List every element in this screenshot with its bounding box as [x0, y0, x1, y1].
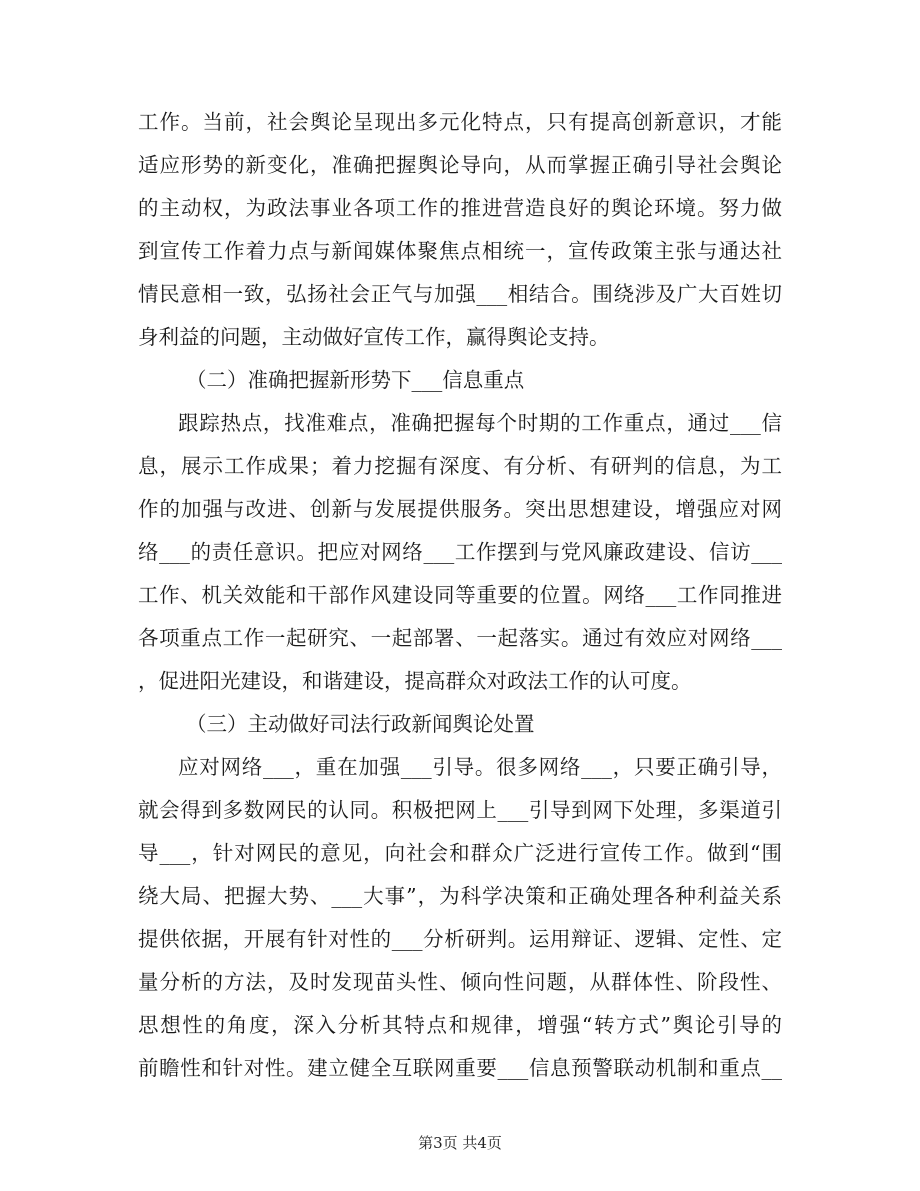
section-heading: （二）准确把握新形势下___信息重点 [186, 368, 525, 392]
page-number-footer: 第3页 共4页 [418, 1134, 502, 1152]
paragraph-line: 导___，针对网民的意见，向社会和群众广泛进行宣传工作。做到“围 [138, 841, 782, 865]
paragraph-line: 情民意相一致，弘扬社会正气与加强___相结合。围绕涉及广大百姓切 [138, 282, 782, 306]
paragraph-line: 跟踪热点，找准难点，准确把握每个时期的工作重点，通过___信 [178, 411, 782, 435]
paragraph-line: 络___的责任意识。把应对网络___工作摆到与党风廉政建设、信访___ [138, 540, 782, 564]
document-body [138, 101, 782, 1090]
paragraph-line: 息，展示工作成果；着力挖掘有深度、有分析、有研判的信息，为工 [138, 454, 782, 478]
paragraph-line: 绕大局、把握大势、___大事”，为科学决策和正确处理各种利益关系 [138, 884, 782, 908]
paragraph-line: 量分析的方法，及时发现苗头性、倾向性问题，从群体性、阶段性、 [138, 970, 782, 994]
paragraph-line: ，促进阳光建设，和谐建设，提高群众对政法工作的认可度。 [138, 669, 692, 693]
paragraph-line: 就会得到多数网民的认同。积极把网上___引导到网下处理，多渠道引 [138, 798, 782, 822]
paragraph-line: 提供依据，开展有针对性的___分析研判。运用辩证、逻辑、定性、定 [138, 927, 782, 951]
paragraph-line: 身利益的问题，主动做好宣传工作，赢得舆论支持。 [138, 325, 610, 349]
paragraph-line: 到宣传工作着力点与新闻媒体聚焦点相统一，宣传政策主张与通达社 [138, 239, 782, 263]
paragraph-line: 思想性的角度，深入分析其特点和规律，增强“转方式”舆论引导的 [138, 1013, 782, 1037]
paragraph-line: 的主动权，为政法事业各项工作的推进营造良好的舆论环境。努力做 [138, 196, 782, 220]
paragraph-line: 作的加强与改进、创新与发展提供服务。突出思想建设，增强应对网 [138, 497, 782, 521]
paragraph-line: 工作、机关效能和干部作风建设同等重要的位置。网络___工作同推进 [138, 583, 782, 607]
paragraph-line: 工作。当前，社会舆论呈现出多元化特点，只有提高创新意识，才能 [138, 110, 782, 134]
paragraph-line: 适应形势的新变化，准确把握舆论导向，从而掌握正确引导社会舆论 [138, 153, 782, 177]
paragraph-line: 应对网络___，重在加强___引导。很多网络___，只要正确引导， [178, 755, 782, 779]
section-heading: （三）主动做好司法行政新闻舆论处置 [186, 712, 535, 736]
paragraph-line: 各项重点工作一起研究、一起部署、一起落实。通过有效应对网络___ [138, 626, 782, 650]
paragraph-line: 前瞻性和针对性。建立健全互联网重要___信息预警联动机制和重点__ [138, 1056, 782, 1080]
